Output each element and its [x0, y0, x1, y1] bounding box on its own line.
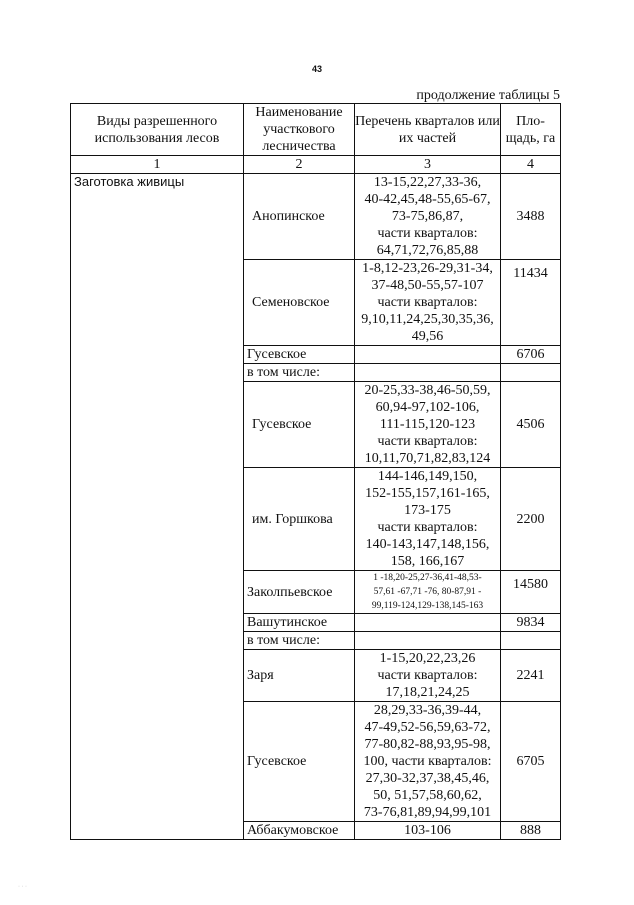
quarters-list: 20-25,33-38,46-50,59, 60,94-97,102-106, 111-115,120-123 части кварталов: 10,11,70,71,82,83,124 [355, 382, 501, 468]
area-value [501, 364, 561, 382]
forestry-name: Гусевское [244, 382, 355, 468]
area-value: 2200 [501, 468, 561, 571]
table-row [71, 174, 561, 260]
header-forestry-name: Наименование участкового лесничества [244, 104, 355, 156]
scan-mark: · · · [18, 884, 27, 890]
header-row [71, 104, 561, 156]
subgroup-label: в том числе: [244, 632, 355, 650]
quarters-list: 13-15,22,27,33-36, 40-42,45,48-55,65-67, 73-75,86,87, части кварталов: 64,71,72,76,85,88 [355, 174, 501, 260]
quarters-list [355, 364, 501, 382]
area-value: 888 [501, 822, 561, 840]
area-value: 4506 [501, 382, 561, 468]
forestry-name: Гусевское [244, 702, 355, 822]
quarters-list: 1-8,12-23,26-29,31-34, 37-48,50-55,57-107 части кварталов: 9,10,11,24,25,30,35,36, 49,56 [355, 260, 501, 346]
area-value: 14580 [501, 571, 561, 614]
subgroup-label: в том числе: [244, 364, 355, 382]
header-area: Пло-щадь, га [501, 104, 561, 156]
quarters-list [355, 632, 501, 650]
forestry-name: Семеновское [244, 260, 355, 346]
forestry-name: Заколпьевское [244, 571, 355, 614]
column-number: 1 [71, 156, 244, 174]
quarters-list [355, 346, 501, 364]
quarters-list [355, 614, 501, 632]
quarters-list: 1-15,20,22,23,26 части кварталов: 17,18,21,24,25 [355, 650, 501, 702]
column-number: 4 [501, 156, 561, 174]
column-number-row [71, 156, 561, 174]
header-use-type: Виды разрешенного использования лесов [71, 104, 244, 156]
area-value: 6706 [501, 346, 561, 364]
forestry-name: Анопинское [244, 174, 355, 260]
column-number: 3 [355, 156, 501, 174]
forestry-name: им. Горшкова [244, 468, 355, 571]
forest-use-table [70, 103, 561, 840]
area-value: 11434 [501, 260, 561, 346]
continuation-label: продолжение таблицы 5 [416, 88, 560, 103]
forestry-name: Гусевское [244, 346, 355, 364]
forestry-name: Заря [244, 650, 355, 702]
area-value: 9834 [501, 614, 561, 632]
area-value: 3488 [501, 174, 561, 260]
quarters-list: 144-146,149,150, 152-155,157,161-165, 173-175 части кварталов: 140-143,147,148,156, 158, 166,167 [355, 468, 501, 571]
header-quarters: Перечень кварталов или их частей [355, 104, 501, 156]
area-value: 2241 [501, 650, 561, 702]
quarters-list: 28,29,33-36,39-44, 47-49,52-56,59,63-72, 77-80,82-88,93,95-98, 100, части кварталов: 27,30-32,37,38,45,46, 50, 51,57,58,60,62, 73-76,81,89,94,99,101 [355, 702, 501, 822]
area-value [501, 632, 561, 650]
forestry-name: Аббакумовское [244, 822, 355, 840]
forestry-name: Вашутинское [244, 614, 355, 632]
quarters-list: 1 -18,20-25,27-36,41-48,53- 57,61 -67,71 -76, 80-87,91 - 99,119-124,129-138,145-163 [355, 571, 501, 614]
page-number: 43 [311, 64, 322, 74]
quarters-list: 103-106 [355, 822, 501, 840]
area-value: 6705 [501, 702, 561, 822]
column-number: 2 [244, 156, 355, 174]
use-type-cell: Заготовка живицы [71, 174, 244, 840]
